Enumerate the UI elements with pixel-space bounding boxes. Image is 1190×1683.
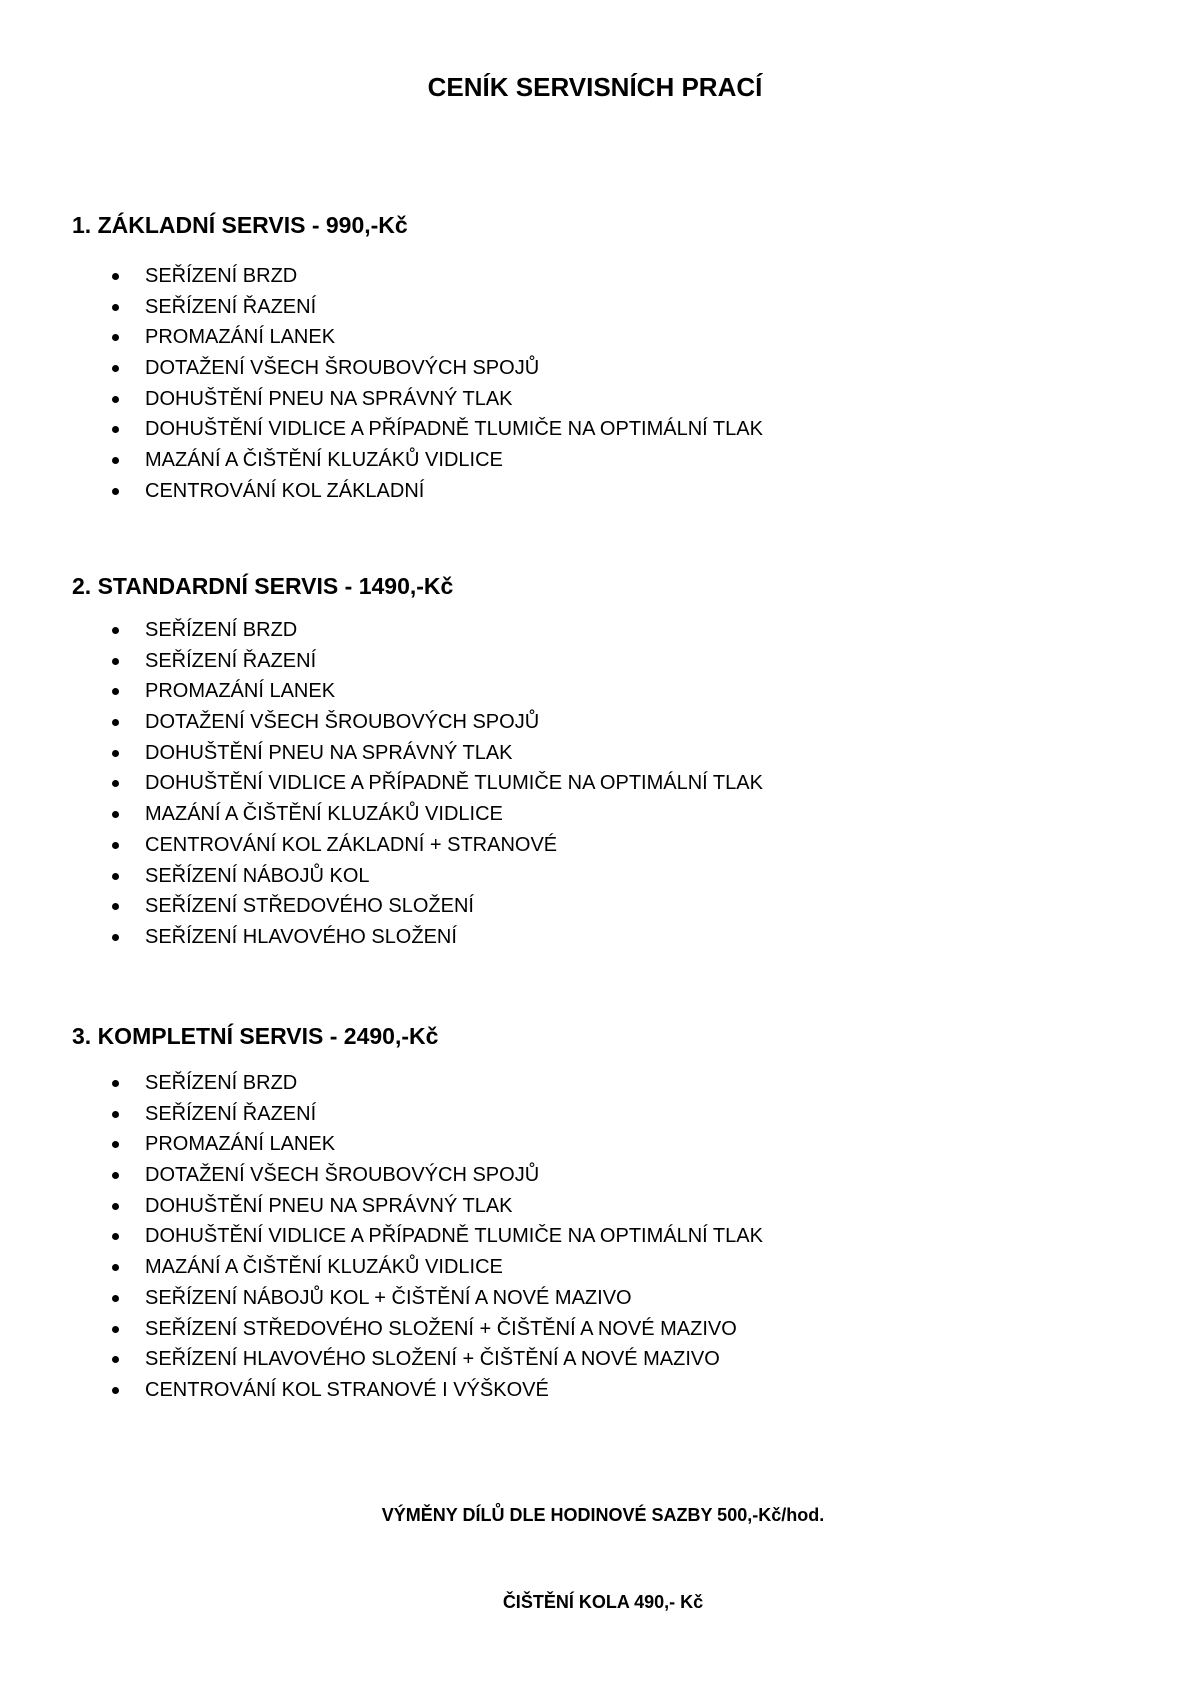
list-item: CENTROVÁNÍ KOL ZÁKLADNÍ + STRANOVÉ: [72, 830, 1112, 861]
bullet-icon: [112, 780, 119, 787]
bullet-icon: [112, 1141, 119, 1148]
list-item: CENTROVÁNÍ KOL ZÁKLADNÍ: [72, 476, 1112, 507]
list-item: MAZÁNÍ A ČIŠTĚNÍ KLUZÁKŮ VIDLICE: [72, 445, 1112, 476]
hourly-rate-note: VÝMĚNY DÍLŮ DLE HODINOVÉ SAZBY 500,-Kč/hod.: [381, 1505, 825, 1525]
bullet-icon: [112, 750, 119, 757]
bullet-icon: [112, 1111, 119, 1118]
bullet-icon: [112, 273, 119, 280]
bullet-icon: [112, 688, 119, 695]
service-item-list: [72, 615, 1112, 953]
service-item-list: [72, 1068, 1112, 1406]
bullet-icon: [112, 396, 119, 403]
bullet-icon: [112, 934, 119, 941]
section-heading: 1. ZÁKLADNÍ SERVIS - 990,-Kč: [72, 212, 408, 238]
list-item: DOHUŠTĚNÍ PNEU NA SPRÁVNÝ TLAK: [72, 738, 1112, 769]
section-standard-service: [72, 570, 1112, 953]
list-item: DOHUŠTĚNÍ PNEU NA SPRÁVNÝ TLAK: [72, 384, 1112, 415]
bullet-icon: [112, 426, 119, 433]
list-item: SEŘÍZENÍ HLAVOVÉHO SLOŽENÍ + ČIŠTĚNÍ A NOVÉ MAZIVO: [72, 1344, 1112, 1375]
service-item-list: [72, 261, 1112, 507]
bullet-icon: [112, 842, 119, 849]
bullet-icon: [112, 1233, 119, 1240]
list-item: SEŘÍZENÍ ŘAZENÍ: [72, 1099, 1112, 1130]
bullet-icon: [112, 488, 119, 495]
list-item: MAZÁNÍ A ČIŠTĚNÍ KLUZÁKŮ VIDLICE: [72, 799, 1112, 830]
bullet-icon: [112, 873, 119, 880]
page-title: CENÍK SERVISNÍCH PRACÍ: [427, 72, 763, 102]
list-item: SEŘÍZENÍ NÁBOJŮ KOL + ČIŠTĚNÍ A NOVÉ MAZIVO: [72, 1283, 1112, 1314]
bullet-icon: [112, 811, 119, 818]
list-item: SEŘÍZENÍ ŘAZENÍ: [72, 292, 1112, 323]
list-item: SEŘÍZENÍ BRZD: [72, 1068, 1112, 1099]
list-item: SEŘÍZENÍ NÁBOJŮ KOL: [72, 861, 1112, 892]
wheel-cleaning-price: ČIŠTĚNÍ KOLA 490,- Kč: [502, 1592, 704, 1612]
list-item: DOHUŠTĚNÍ VIDLICE A PŘÍPADNĚ TLUMIČE NA OPTIMÁLNÍ TLAK: [72, 1221, 1112, 1252]
bullet-icon: [112, 304, 119, 311]
list-item: SEŘÍZENÍ HLAVOVÉHO SLOŽENÍ: [72, 922, 1112, 953]
bullet-icon: [112, 1326, 119, 1333]
list-item: DOHUŠTĚNÍ PNEU NA SPRÁVNÝ TLAK: [72, 1191, 1112, 1222]
list-item: SEŘÍZENÍ BRZD: [72, 261, 1112, 292]
bullet-icon: [112, 658, 119, 665]
list-item: SEŘÍZENÍ STŘEDOVÉHO SLOŽENÍ + ČIŠTĚNÍ A NOVÉ MAZIVO: [72, 1314, 1112, 1345]
list-item: SEŘÍZENÍ BRZD: [72, 615, 1112, 646]
bullet-icon: [112, 365, 119, 372]
list-item: PROMAZÁNÍ LANEK: [72, 676, 1112, 707]
bullet-icon: [112, 457, 119, 464]
list-item: DOTAŽENÍ VŠECH ŠROUBOVÝCH SPOJŮ: [72, 707, 1112, 738]
list-item: PROMAZÁNÍ LANEK: [72, 322, 1112, 353]
list-item: MAZÁNÍ A ČIŠTĚNÍ KLUZÁKŮ VIDLICE: [72, 1252, 1112, 1283]
section-heading: 3. KOMPLETNÍ SERVIS - 2490,-Kč: [72, 1023, 439, 1049]
bullet-icon: [112, 903, 119, 910]
bullet-icon: [112, 1387, 119, 1394]
bullet-icon: [112, 719, 119, 726]
list-item: DOHUŠTĚNÍ VIDLICE A PŘÍPADNĚ TLUMIČE NA OPTIMÁLNÍ TLAK: [72, 768, 1112, 799]
bullet-icon: [112, 1295, 119, 1302]
list-item: PROMAZÁNÍ LANEK: [72, 1129, 1112, 1160]
list-item: SEŘÍZENÍ ŘAZENÍ: [72, 646, 1112, 677]
list-item: DOTAŽENÍ VŠECH ŠROUBOVÝCH SPOJŮ: [72, 1160, 1112, 1191]
bullet-icon: [112, 1172, 119, 1179]
bullet-icon: [112, 1264, 119, 1271]
bullet-icon: [112, 1203, 119, 1210]
bullet-icon: [112, 627, 119, 634]
bullet-icon: [112, 1080, 119, 1087]
list-item: DOHUŠTĚNÍ VIDLICE A PŘÍPADNĚ TLUMIČE NA OPTIMÁLNÍ TLAK: [72, 414, 1112, 445]
section-basic-service: [72, 209, 1112, 507]
section-complete-service: [72, 1020, 1112, 1406]
list-item: CENTROVÁNÍ KOL STRANOVÉ I VÝŠKOVÉ: [72, 1375, 1112, 1406]
list-item: DOTAŽENÍ VŠECH ŠROUBOVÝCH SPOJŮ: [72, 353, 1112, 384]
list-item: SEŘÍZENÍ STŘEDOVÉHO SLOŽENÍ: [72, 891, 1112, 922]
section-heading: 2. STANDARDNÍ SERVIS - 1490,-Kč: [72, 573, 454, 599]
bullet-icon: [112, 1356, 119, 1363]
bullet-icon: [112, 334, 119, 341]
